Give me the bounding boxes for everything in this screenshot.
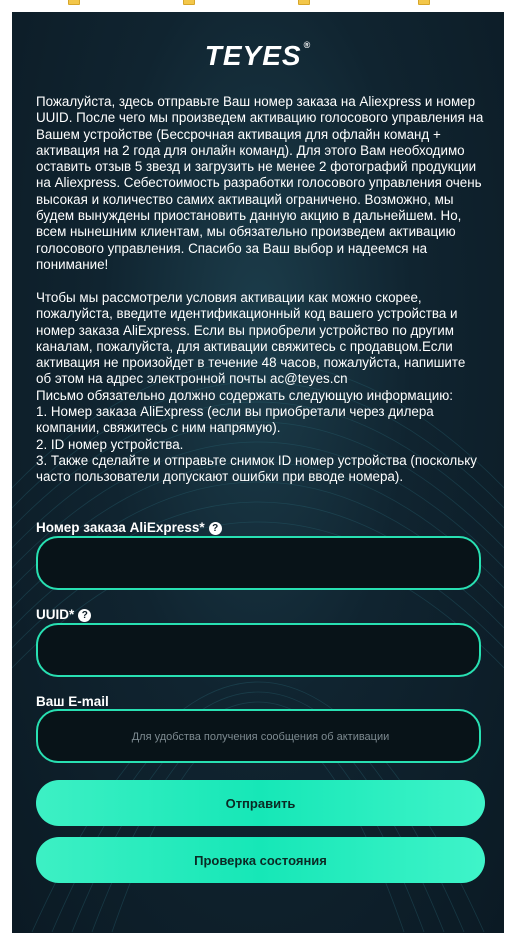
bookmark-folder-icon[interactable] bbox=[418, 0, 430, 5]
submit-button[interactable]: Отправить bbox=[36, 780, 485, 826]
order-number-label: Номер заказа AliExpress* ? bbox=[36, 520, 222, 535]
instructions-paragraph: Чтобы мы рассмотрели условия активации как можно скорее, пожалуйста, введите идентификационный код вашего устройства и номер заказа AliExpress. Если вы приобрели устройство по другим каналам, пожалуйста, для активации свяжитесь с продавцом.Если активация не произойдет в течение 48 часов, пожалуйста, напишите об этом на адрес электронной почты ac@teyes.cn Письмо обязательно должно содержать следующую информацию: 1. Номер заказа AliExpress (если вы приобретали через дилера компании, свяжитесь с ним напрямую). 2. ID номер устройства. 3. Также сделайте и отправьте снимок ID номер устройства (поскольку часто пользователи допускают ошибки при вводе номера). bbox=[36, 290, 477, 485]
help-icon[interactable]: ? bbox=[78, 609, 91, 622]
order-number-field bbox=[36, 536, 481, 590]
uuid-input[interactable] bbox=[38, 625, 483, 677]
help-icon[interactable]: ? bbox=[209, 522, 222, 535]
teyes-logo: TEYES ® bbox=[204, 40, 312, 71]
intro-paragraph: Пожалуйста, здесь отправьте Ваш номер заказа на Aliexpress и номер UUID. После чего мы произведем активацию голосового управления на Вашем устройстве (Бессрочная активация для офлайн команд + активация на 2 года для онлайн команд). Для этого Вам необходимо оставить отзыв 5 звезд и загрузить не менее 2 фотографий продукции на Aliexpress. Себестоимость разработки голосового управления очень высокая и количество самих активаций ограничено. Возможно, мы будем вынуждены приостановить данную акцию в дальнейшем. Но, всем нынешним клиентам, мы обязательно произведем активацию голосового управления. Спасибо за Ваш выбор и надеемся на понимание! bbox=[36, 94, 484, 272]
uuid-label: UUID* ? bbox=[36, 607, 91, 622]
bookmark-folder-icon[interactable] bbox=[298, 0, 310, 5]
bookmark-folder-icon[interactable] bbox=[68, 0, 80, 5]
order-number-input[interactable] bbox=[38, 538, 483, 590]
activation-panel bbox=[12, 12, 504, 933]
uuid-field bbox=[36, 623, 481, 677]
check-status-button[interactable]: Проверка состояния bbox=[36, 837, 485, 883]
browser-bookmarks-bar bbox=[0, 0, 516, 12]
bookmark-folder-icon[interactable] bbox=[183, 0, 195, 5]
email-input[interactable] bbox=[38, 711, 483, 763]
email-field bbox=[36, 709, 481, 763]
email-label: Ваш E-mail bbox=[36, 694, 109, 709]
